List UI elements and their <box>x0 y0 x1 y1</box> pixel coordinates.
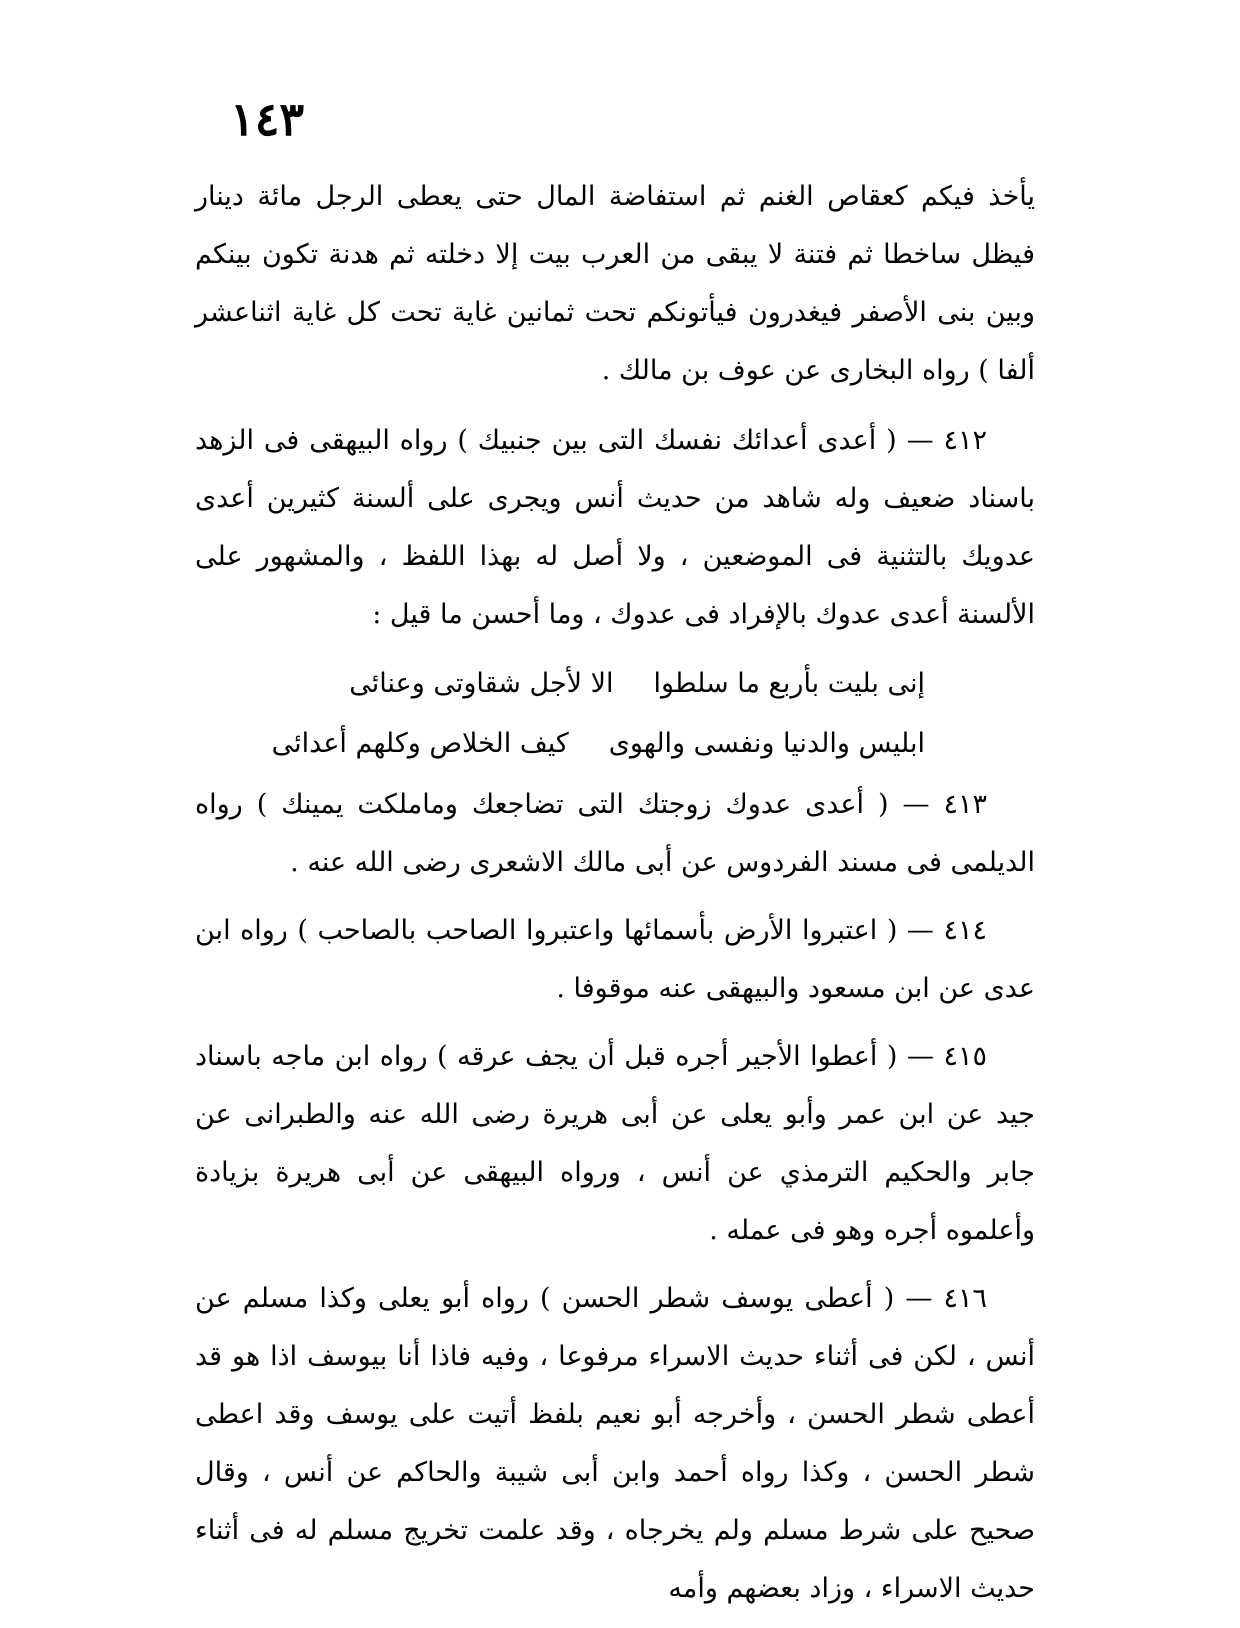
paragraph-hadith-415: ٤١٥ — ( أعطوا الأجير أجره قبل أن يجف عرقه ) رواه ابن ماجه باسناد جيد عن ابن عمر وأبو يعلى عن أبى هريرة رضى الله عنه والطبرانى عن جابر والحكيم الترمذي عن أنس ، ورواه البيهقى عن أبى هريرة بزيادة وأعلموه أجره وهو فى عمله . <box>195 1041 1035 1246</box>
document-body <box>195 168 1035 1628</box>
poem-hemistich: الا لأجل شقاوتى وعنائى <box>349 668 614 699</box>
paragraph-hadith-413: ٤١٣ — ( أعدى عدوك زوجتك التى تضاجعك وماملكت يمينك ) رواه الديلمى فى مسند الفردوس عن أبى مالك الاشعرى رضى الله عنه . <box>195 789 1035 878</box>
paragraph-hadith-414: ٤١٤ — ( اعتبروا الأرض بأسمائها واعتبروا الصاحب بالصاحب ) رواه ابن عدى عن ابن مسعود والبيهقى عنه موقوفا . <box>195 915 1035 1004</box>
poem-verse-1 <box>195 654 925 714</box>
page-number: ١٤٣ <box>230 92 305 146</box>
paragraph-continuation: يأخذ فيكم كعقاص الغنم ثم استفاضة المال حتى يعطى الرجل مائة دينار فيظل ساخطا ثم فتنة لا يبقى من العرب بيت إلا دخلته ثم هدنة تكون بينكم وبين بنى الأصفر فيغدرون فيأتونكم تحت ثمانين غاية تحت كل غاية اثناعشر ألفا ) رواه البخارى عن عوف بن مالك . <box>195 181 1035 386</box>
poem-hemistich: ابليس والدنيا ونفسى والهوى <box>608 728 925 759</box>
poem-verse-2 <box>195 714 925 774</box>
poem-hemistich: إنى بليت بأربع ما سلطوا <box>653 668 925 699</box>
poem-hemistich: كيف الخلاص وكلهم أعدائى <box>271 728 569 759</box>
paragraph-hadith-416: ٤١٦ — ( أعطى يوسف شطر الحسن ) رواه أبو يعلى وكذا مسلم عن أنس ، لكن فى أثناء حديث الاسراء مرفوعا ، وفيه فاذا أنا بيوسف اذا هو قد أعطى شطر الحسن ، وأخرجه أبو نعيم بلفظ أتيت على يوسف وقد اعطى شطر الحسن ، وكذا رواه أحمد وابن أبى شيبة والحاكم عن أنس ، وقال صحيح على شرط مسلم ولم يخرجاه ، وقد علمت تخريج مسلم له فى أثناء حديث الاسراء ، وزاد بعضهم وأمه <box>195 1283 1035 1604</box>
poem <box>195 654 1035 774</box>
paragraph-hadith-412: ٤١٢ — ( أعدى أعدائك نفسك التى بين جنبيك ) رواه البيهقى فى الزهد باسناد ضعيف وله شاهد من حديث أنس ويجرى على ألسنة كثيرين أعدى عدويك بالتثنية فى الموضعين ، ولا أصل له بهذا اللفظ ، والمشهور على الألسنة أعدى عدوك بالإفراد فى عدوك ، وما أحسن ما قيل : <box>195 425 1035 630</box>
